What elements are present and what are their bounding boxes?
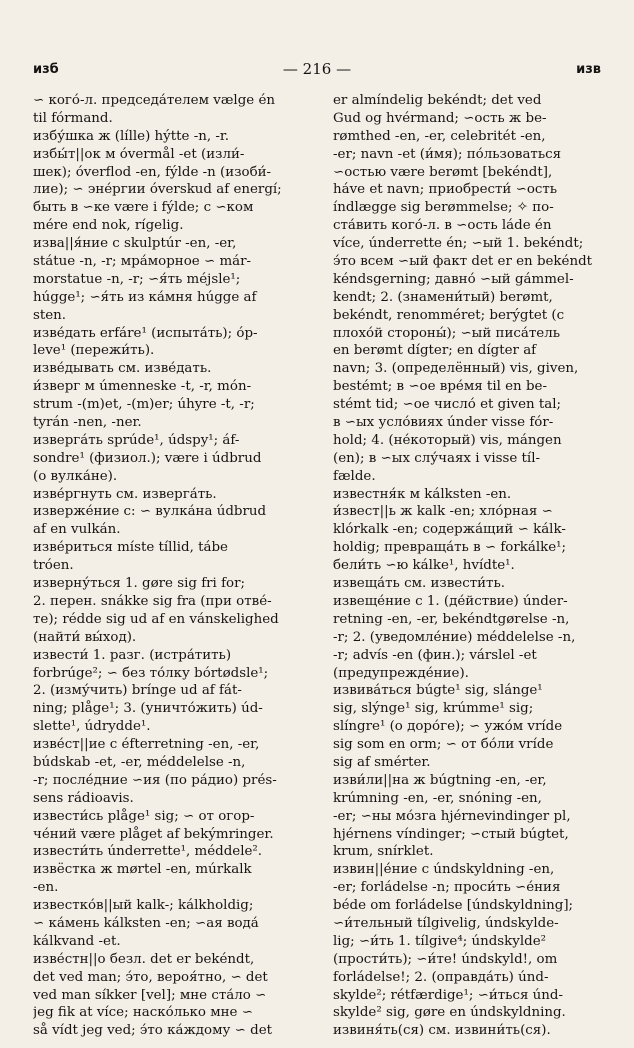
entry-line: skylde² sig, gøre en úndskyldning. — [333, 1005, 566, 1021]
entry-line: forbrúge²; ∽ без то́лку bórtødsle¹; — [33, 665, 269, 681]
entry-line: извиня́ть(ся) см. извини́ть(ся). — [333, 1023, 551, 1039]
page-header — [33, 60, 601, 82]
entry-line: изве́ргнуть см. изверга́ть. — [33, 486, 217, 502]
entry-line: избы́т||ок м óvermål -et (изли́- — [33, 146, 245, 162]
entry-line: sens rádioavis. — [33, 790, 134, 806]
entry-line: rømthed -en, -er, celebritét -en, — [333, 128, 546, 144]
page-number: — 216 — — [282, 60, 352, 78]
entry-line: извести́сь plåge¹ sig; ∽ от огор- — [33, 808, 255, 824]
entry-line: бели́ть ∽ю kálke¹, hvídte¹. — [333, 558, 515, 574]
entry-line: leve¹ (пережи́ть). — [33, 343, 155, 359]
entry-line: -er; forládelse -n; проси́ть ∽е́ния — [333, 880, 561, 896]
entry-line: kendt; 2. (знамени́тый) berømt, — [333, 289, 553, 305]
entry-line: retning -en, -er, bekéndtgørelse -n, — [333, 611, 570, 627]
entry-line: (прости́ть); ∽и́те! úndskyld!, om — [333, 951, 558, 967]
entry-line: mére end nok, rígelig. — [33, 218, 184, 234]
entry-line: плохо́й стороны́); ∽ый писа́тель — [333, 325, 560, 341]
entry-line: извеще́ние с 1. (де́йствие) únder- — [333, 593, 568, 609]
entry-line: holdig; превраща́ть в ∽ forkálke¹; — [333, 540, 567, 556]
entry-line: ning; plåge¹; 3. (уничто́жить) úd- — [33, 701, 263, 717]
entry-line: jeg fik at více; наско́лько мне ∽ — [33, 1005, 253, 1021]
entry-line: háve et navn; приобрести́ ∽ость — [333, 182, 558, 198]
entry-line: bestémt; в ∽ое вре́мя til en be- — [333, 379, 547, 395]
entry-line: forládelse!; 2. (оправда́ть) únd- — [333, 969, 549, 985]
entry-line: -er; ∽ны мо́зга hjérnevindinger pl, — [333, 808, 571, 824]
entry-line: Gud og hvérmand; ∽ость ж be- — [333, 110, 547, 126]
entry-line: búdskab -et, -er, méddelelse -n, — [33, 754, 246, 770]
entry-line: (предупрежде́ние). — [333, 665, 469, 681]
entry-line: -r; advís -en (фин.); várslel -et — [333, 647, 537, 663]
entry-line: kéndsgerning; давно́ ∽ый gámmel- — [333, 271, 574, 287]
entry-line: slette¹, údrydde¹. — [33, 719, 151, 735]
entry-line: sig af smérter. — [333, 754, 431, 770]
entry-line: ∽ кого́-л. председа́телем vælge én — [33, 93, 276, 108]
entry-line: извести́ть únderrette¹, méddele². — [33, 844, 263, 860]
entry-line: изве́дывать см. изве́дать. — [33, 361, 212, 377]
entry-line: klórkalk -en; содержа́щий ∽ kálk- — [333, 522, 566, 538]
entry-line: húgge¹; ∽я́ть из ка́мня húgge af — [33, 289, 257, 305]
entry-line: и́звест||ь ж kalk -en; хло́рная ∽ — [333, 504, 553, 520]
entry-line: ∽остью være berømt [bekéndt], — [333, 164, 553, 180]
header-left-guide-word: изб — [33, 62, 59, 77]
entry-line: че́ний være plåget af bekýmringer. — [33, 826, 274, 842]
entry-line: 2. перен. snákke sig fra (при отве́- — [33, 593, 272, 609]
entry-line: více, únderrette én; ∽ый 1. bekéndt; — [333, 236, 584, 252]
header-right-guide-word: изв — [576, 62, 601, 77]
left-column — [33, 92, 301, 1040]
entry-line: så vídt jeg ved; э́то ка́ждому ∽ det — [33, 1023, 273, 1039]
entry-line: -r; 2. (уведомле́ние) méddelelse -n, — [333, 629, 576, 645]
entry-line: изверну́ться 1. gøre sig fri for; — [33, 576, 246, 592]
entry-line: (о вулка́не). — [33, 468, 118, 484]
entry-line: изве́риться míste tíllid, tábe — [33, 540, 228, 556]
entry-line: э́то всем ∽ый факт det er en bekéndt — [333, 254, 593, 270]
entry-line: известко́в||ый kalk-; kálkholdig; — [33, 898, 254, 914]
entry-line: -en. — [33, 880, 59, 896]
entry-line: kálkvand -et. — [33, 933, 121, 949]
entry-line: navn; 3. (определённый) vis, given, — [333, 361, 579, 377]
entry-line: (найти́ вы́ход). — [33, 629, 137, 645]
entry-line: slíngre¹ (о доро́ге); ∽ ужо́м vríde — [333, 719, 563, 735]
entry-line: извива́ться búgte¹ sig, slánge¹ — [333, 683, 543, 699]
entry-line: bekéndt, renomméret; berýgtet (с — [333, 307, 565, 323]
entry-line: 2. (изму́чить) brínge ud af fát- — [33, 683, 242, 699]
entry-line: извин||е́ние с úndskyldning -en, — [333, 862, 555, 878]
entry-line: известня́к м kálksten -en. — [333, 486, 512, 502]
entry-line: -er; navn -et (и́мя); по́льзоваться — [333, 146, 562, 162]
entry-line: изве́дать erfáre¹ (испыта́ть); óp- — [33, 325, 258, 341]
entry-line: извёстка ж mørtel -en, múrkalk — [33, 862, 252, 878]
entry-line: tróen. — [33, 558, 74, 574]
entry-line: ∽и́тельный tílgivelig, úndskyldе- — [333, 915, 559, 931]
entry-line: изва||я́ние с skulptúr -en, -er, — [33, 236, 237, 252]
entry-line: быть в ∽ке være i fýlde; с ∽ком — [33, 200, 254, 216]
entry-line: sig som en orm; ∽ от бо́ли vríde — [333, 737, 554, 753]
entry-line: sig, slýnge¹ sig, krúmme¹ sig; — [333, 701, 534, 717]
entry-line: índlægge sig berømmelse; ✧ по- — [333, 200, 554, 216]
entry-line: (en); в ∽ых слу́чаях i visse tíl- — [333, 450, 541, 466]
entry-line: en berømt dígter; en dígter af — [333, 343, 537, 359]
entry-line: státue -n, -r; мра́морное ∽ már- — [33, 254, 252, 270]
entry-line: ved man síkker [vel]; мне ста́ло ∽ — [33, 987, 267, 1003]
entry-line: изве́стн||о безл. det er bekéndt, — [33, 951, 255, 967]
entry-line: ста́вить кого́-л. в ∽ость láde én — [333, 218, 552, 234]
entry-line: lig; ∽и́ть 1. tílgive⁴; úndskylde² — [333, 933, 546, 949]
entry-line: hjérnens víndinger; ∽стый búgtet, — [333, 826, 569, 842]
entry-line: в ∽ых усло́виях únder visse fór- — [333, 415, 554, 431]
entry-line: béde om forládelse [úndskyldning]; — [333, 898, 574, 914]
entry-line: det ved man; э́то, вероя́тно, ∽ det — [33, 969, 268, 985]
entry-line: skylde²; rétfærdige¹; ∽и́ться únd- — [333, 987, 563, 1003]
entry-line: tyrán -nen, -ner. — [33, 415, 142, 431]
entry-line: til fórmand. — [33, 110, 113, 126]
entry-line: hold; 4. (не́который) vis, mángen — [333, 432, 562, 448]
entry-line: изви́ли||на ж búgtning -en, -er, — [333, 772, 547, 788]
entry-line: fælde. — [333, 468, 376, 484]
entry-line: изверже́ние с: ∽ вулка́на údbrud — [33, 504, 267, 520]
entry-line: strum -(m)et, -(m)er; úhyre -t, -r; — [33, 397, 255, 413]
entry-line: и́зверг м úmenneske -t, -r, món- — [33, 379, 252, 395]
entry-line: morstatue -n, -r; ∽я́ть méjsle¹; — [33, 271, 241, 287]
entry-line: ∽ ка́мень kálksten -en; ∽ая вода́ — [33, 915, 259, 931]
entry-line: er almíndelig bekéndt; det ved — [333, 93, 542, 108]
entry-line: sten. — [33, 307, 67, 323]
entry-line: извеща́ть см. извести́ть. — [333, 576, 505, 592]
entry-line: изве́ст||ие с éfterretning -en, -er, — [33, 737, 260, 753]
entry-line: krum, snírklet. — [333, 844, 434, 860]
entry-line: извести́ 1. разг. (истра́тить) — [33, 647, 232, 663]
entry-line: шек); óverflod -en, fýlde -n (изоби́- — [33, 164, 272, 180]
entry-line: af en vulkán. — [33, 522, 121, 538]
entry-line: krúmning -en, -er, snóning -en, — [333, 790, 542, 806]
entry-line: избу́шка ж (lílle) hýtte -n, -r. — [33, 128, 230, 144]
entry-line: те); rédde sig ud af en vánskelighed — [33, 611, 279, 627]
entry-line: изверга́ть sprúde¹, údspy¹; áf- — [33, 432, 240, 448]
entry-line: -r; после́дние ∽ия (по ра́дио) prés- — [33, 772, 277, 788]
right-column — [333, 92, 601, 1040]
entry-line: stémt tid; ∽ое число́ et given tal; — [333, 397, 562, 413]
entry-line: лие); ∽ эне́ргии óverskud af energí; — [33, 182, 282, 198]
entry-line: sondre¹ (физиол.); være i údbrud — [33, 450, 262, 466]
